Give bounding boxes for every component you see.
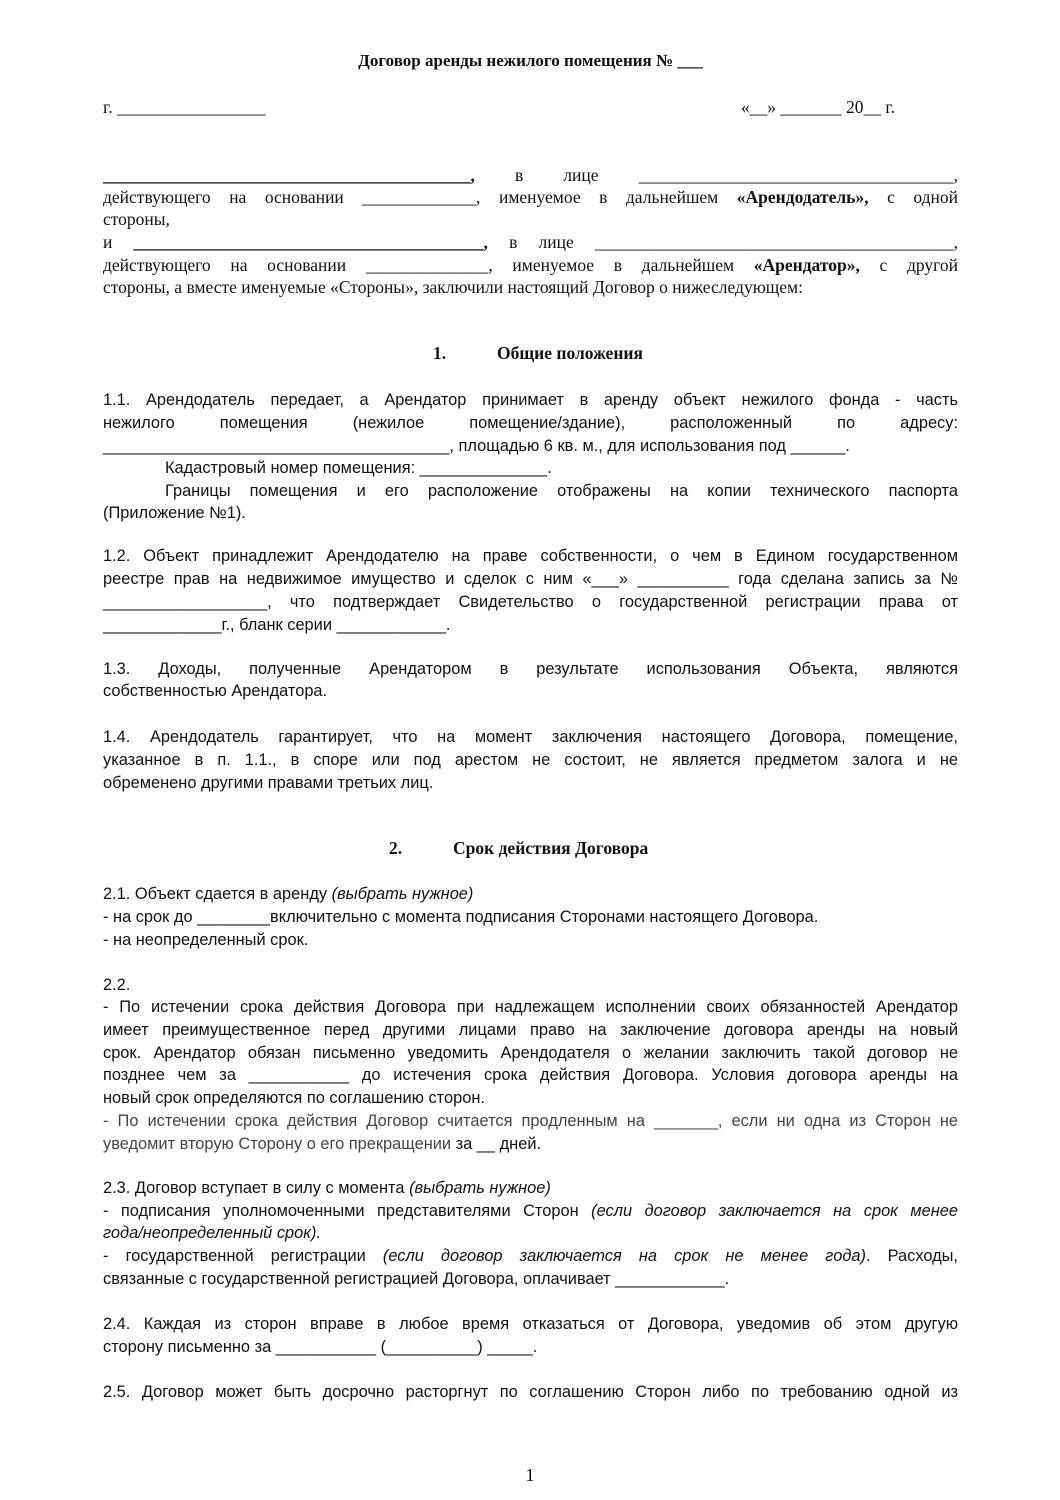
s1-line: 1.1. Арендодатель передает, а Арендатор принимает в аренду объект нежилого фонда - часть — [103, 391, 958, 409]
s2-2-days: за __ дней. — [455, 1135, 542, 1153]
date-field: «__» _______ 20__ г. — [741, 97, 895, 117]
s2-line: - на срок до ________включительно с момента подписания Сторонами настоящего Договора. — [103, 908, 819, 926]
s2-line: - По истечении срока действия Договор считается продленным на _______, если ни одна из Сторон не — [103, 1112, 958, 1130]
s1-line: нежилого помещения (нежилое помещение/здание), расположенный по адресу: — [103, 414, 958, 432]
s2-line: имеет преимущественное перед другими лицами право на заключение договора аренды на новый — [103, 1021, 958, 1039]
parties-line-4: и ________________________________________, в лице _________________________________________, — [103, 232, 958, 252]
city-field: г. _________________ — [103, 97, 266, 117]
page-number: 1 — [525, 1465, 535, 1485]
section-2-number: 2. — [389, 838, 403, 858]
s2-3-line-1 — [103, 1200, 958, 1222]
s2-line: сторону письменно за ___________ (__________) _____. — [103, 1338, 538, 1356]
party-name-blank: ________________________________________, — [133, 232, 488, 252]
s2-3-option-2: - государственной регистрации — [103, 1247, 383, 1265]
parties-line-5: действующего на основании ______________, именуемое в дальнейшем «Арендатор», с другой — [103, 255, 958, 275]
s1-line: 1.3. Доходы, полученные Арендатором в результате использования Объекта, являются — [103, 660, 958, 678]
s1-line: реестре прав на недвижимое имущество и сделок с ним «___» __________ года сделана запись за № — [103, 570, 958, 588]
parties-line-6: стороны, а вместе именуемые «Стороны», заключили настоящий Договор о нижеследующем: — [103, 277, 803, 297]
s2-2-last-line — [103, 1133, 958, 1155]
parties-line-3: стороны, — [103, 209, 170, 229]
s2-1-note: (выбрать нужное) — [331, 885, 474, 903]
s2-line: связанные с государственной регистрацией Договора, оплачивает ____________. — [103, 1270, 730, 1288]
s2-3-note: (выбрать нужное) — [409, 1179, 551, 1197]
s2-3-text: 2.3. Договор вступает в силу с момента — [103, 1179, 410, 1197]
s1-line: Границы помещения и его расположение отображены на копии технического паспорта — [165, 482, 958, 500]
party-name-blank: __________________________________________, — [103, 165, 475, 185]
s2-line: срок. Арендатор обязан письменно уведомить Арендодателя о желании заключить такой договор не — [103, 1044, 958, 1062]
s1-line: Кадастровый номер помещения: ______________. — [165, 459, 552, 477]
s2-line: 2.2. — [103, 976, 131, 994]
s1-line: указанное в п. 1.1., в споре или под арестом не состоит, не является предметом залога и не — [103, 751, 958, 769]
s2-1-line — [103, 883, 958, 905]
s1-line: ______________________________________, площадью 6 кв. м., для использования под ______. — [103, 437, 850, 455]
s1-line: (Приложение №1). — [103, 504, 246, 522]
s2-line: 2.5. Договор может быть досрочно расторгнут по соглашению Сторон либо по требованию одной из — [103, 1383, 958, 1401]
s2-line: - на неопределенный срок. — [103, 931, 309, 949]
s1-line: обременено другими правами третьих лиц. — [103, 774, 434, 792]
s2-3-expenses: . Расходы, — [865, 1247, 958, 1265]
s2-2-notice: уведомит вторую Сторону о его прекращении — [103, 1135, 456, 1153]
s1-line: 1.4. Арендодатель гарантирует, что на момент заключения настоящего Договора, помещение, — [103, 728, 958, 746]
header-row — [103, 96, 958, 118]
s2-line: года/неопределенный срок). — [103, 1224, 321, 1242]
parties-line-2: действующего на основании _____________, именуемое в дальнейшем «Арендодатель», с одной — [103, 187, 958, 207]
s2-line: 2.4. Каждая из сторон вправе в любое время отказаться от Договора, уведомив об этом другую — [103, 1315, 958, 1333]
party-designation: «Арендатор», — [753, 255, 860, 275]
s1-line: __________________, что подтверждает Свидетельство о государственной регистрации права от — [103, 593, 958, 611]
s1-line: собственностью Арендатора. — [103, 682, 328, 700]
section-1-number: 1. — [433, 343, 447, 363]
s2-line: новый срок определяются по соглашению сторон. — [103, 1089, 485, 1107]
s2-1-text: 2.1. Объект сдается в аренду — [103, 885, 332, 903]
s2-3-line — [103, 1177, 958, 1199]
s2-3-option-1-note: (если договор заключается на срок менее — [591, 1202, 958, 1220]
parties-line-1: __________________________________________, в лице ____________________________________, — [103, 165, 958, 185]
section-1-heading: Общие положения — [497, 343, 643, 363]
s2-line: позднее чем за ___________ до истечения срока действия Договора. Условия договора аренды на — [103, 1066, 958, 1084]
s2-line: - По истечении срока действия Договора при надлежащем исполнении своих обязанностей Арендатор — [103, 998, 958, 1016]
s2-3-option-1: - подписания уполномоченными представителями Сторон — [103, 1202, 592, 1220]
s1-line: _____________г., бланк серии ____________. — [103, 616, 451, 634]
s1-line: 1.2. Объект принадлежит Арендодателю на праве собственности, о чем в Едином государственном — [103, 547, 958, 565]
s2-3-line-3 — [103, 1245, 958, 1267]
section-2-heading: Срок действия Договора — [453, 838, 649, 858]
s2-3-option-2-note: (если договор заключается на срок не менее года) — [382, 1247, 866, 1265]
party-designation: «Арендодатель», — [736, 187, 869, 207]
document-title: Договор аренды нежилого помещения № ___ — [358, 51, 703, 70]
